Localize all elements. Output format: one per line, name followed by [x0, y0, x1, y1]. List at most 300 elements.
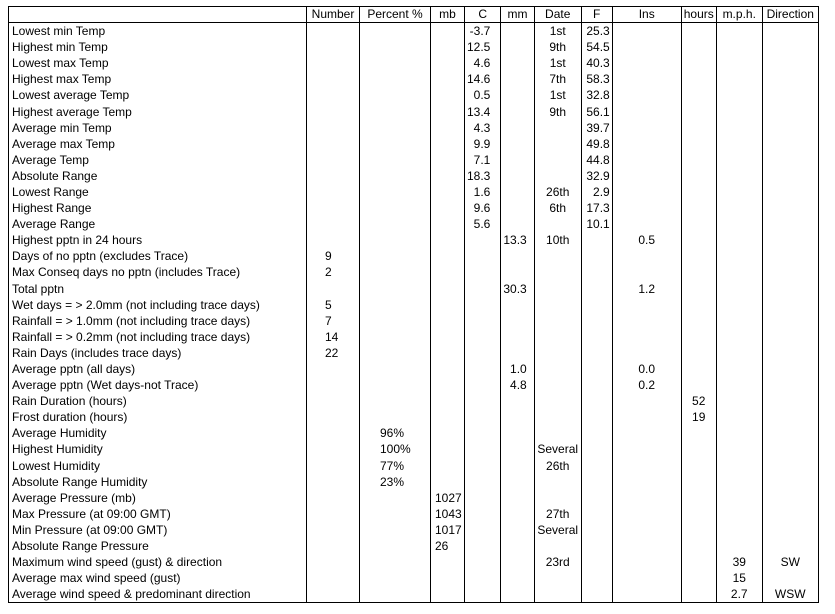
cell-hours	[681, 474, 716, 490]
table-row	[9, 393, 819, 409]
cell-mb	[431, 23, 465, 40]
cell-c	[465, 522, 501, 538]
cell-direction	[762, 23, 818, 40]
cell-hours	[681, 297, 716, 313]
cell-direction	[762, 409, 818, 425]
cell-mm	[501, 522, 534, 538]
cell-ins	[612, 554, 681, 570]
cell-direction	[762, 329, 818, 345]
cell-percent: 100%	[360, 441, 431, 457]
table-row	[9, 490, 819, 506]
cell-f	[581, 522, 612, 538]
cell-direction	[762, 248, 818, 264]
cell-direction	[762, 281, 818, 297]
table-row	[9, 168, 819, 184]
cell-percent: 77%	[360, 458, 431, 474]
cell-label: Average pptn (all days)	[9, 361, 307, 377]
cell-label: Average pptn (Wet days-not Trace)	[9, 377, 307, 393]
cell-label: Lowest Range	[9, 184, 307, 200]
cell-hours	[681, 103, 716, 119]
cell-date: 9th	[534, 39, 581, 55]
cell-number	[307, 458, 360, 474]
cell-mb	[431, 200, 465, 216]
cell-date	[534, 136, 581, 152]
cell-mph	[716, 120, 762, 136]
cell-hours	[681, 136, 716, 152]
cell-c: 4.3	[465, 120, 501, 136]
cell-number	[307, 55, 360, 71]
cell-direction	[762, 184, 818, 200]
cell-number	[307, 200, 360, 216]
cell-label: Lowest average Temp	[9, 87, 307, 103]
cell-c: 7.1	[465, 152, 501, 168]
cell-percent	[360, 120, 431, 136]
table-row	[9, 313, 819, 329]
header-mph: m.p.h.	[716, 7, 762, 23]
cell-mb	[431, 313, 465, 329]
cell-percent	[360, 232, 431, 248]
cell-c	[465, 345, 501, 361]
cell-ins	[612, 216, 681, 232]
cell-mm	[501, 586, 534, 603]
cell-mm: 1.0	[501, 361, 534, 377]
cell-date	[534, 490, 581, 506]
cell-mph	[716, 264, 762, 280]
cell-percent: 96%	[360, 425, 431, 441]
cell-f: 39.7	[581, 120, 612, 136]
cell-direction	[762, 297, 818, 313]
cell-direction	[762, 425, 818, 441]
cell-number	[307, 232, 360, 248]
cell-percent	[360, 23, 431, 40]
cell-ins	[612, 55, 681, 71]
cell-date: Several	[534, 441, 581, 457]
cell-date	[534, 264, 581, 280]
cell-hours	[681, 232, 716, 248]
header-direction: Direction	[762, 7, 818, 23]
cell-number	[307, 216, 360, 232]
cell-ins	[612, 313, 681, 329]
table-row	[9, 506, 819, 522]
cell-number: 7	[307, 313, 360, 329]
cell-mph	[716, 538, 762, 554]
cell-direction	[762, 458, 818, 474]
cell-number	[307, 152, 360, 168]
cell-percent	[360, 184, 431, 200]
cell-mb	[431, 248, 465, 264]
cell-label: Absolute Range	[9, 168, 307, 184]
cell-c	[465, 506, 501, 522]
cell-hours	[681, 120, 716, 136]
table-row	[9, 200, 819, 216]
cell-mph: 39	[716, 554, 762, 570]
cell-ins: 0.2	[612, 377, 681, 393]
cell-ins	[612, 522, 681, 538]
cell-mm	[501, 441, 534, 457]
cell-f	[581, 586, 612, 603]
cell-date: Several	[534, 522, 581, 538]
header-number: Number	[307, 7, 360, 23]
cell-label: Rain Days (includes trace days)	[9, 345, 307, 361]
cell-direction	[762, 345, 818, 361]
cell-date	[534, 377, 581, 393]
table-row	[9, 474, 819, 490]
cell-date	[534, 474, 581, 490]
table-row	[9, 23, 819, 40]
cell-mph	[716, 393, 762, 409]
cell-mph	[716, 39, 762, 55]
cell-direction	[762, 55, 818, 71]
cell-hours	[681, 554, 716, 570]
cell-hours	[681, 71, 716, 87]
cell-percent	[360, 297, 431, 313]
cell-percent	[360, 216, 431, 232]
cell-ins	[612, 200, 681, 216]
cell-ins	[612, 87, 681, 103]
cell-label: Highest max Temp	[9, 71, 307, 87]
cell-c	[465, 248, 501, 264]
cell-f	[581, 554, 612, 570]
cell-direction	[762, 377, 818, 393]
cell-direction	[762, 393, 818, 409]
cell-mph	[716, 55, 762, 71]
cell-hours	[681, 586, 716, 603]
cell-ins	[612, 474, 681, 490]
cell-mph	[716, 522, 762, 538]
cell-mph	[716, 409, 762, 425]
cell-ins	[612, 248, 681, 264]
cell-mph	[716, 361, 762, 377]
cell-number	[307, 168, 360, 184]
cell-number: 9	[307, 248, 360, 264]
cell-mph	[716, 474, 762, 490]
cell-percent	[360, 55, 431, 71]
cell-ins	[612, 538, 681, 554]
cell-c: 0.5	[465, 87, 501, 103]
cell-direction: SW	[762, 554, 818, 570]
cell-number	[307, 474, 360, 490]
table-row	[9, 586, 819, 603]
cell-direction	[762, 136, 818, 152]
cell-mb	[431, 216, 465, 232]
cell-ins: 0.0	[612, 361, 681, 377]
cell-mb: 1017	[431, 522, 465, 538]
cell-percent	[360, 168, 431, 184]
cell-mb	[431, 297, 465, 313]
table-row	[9, 55, 819, 71]
cell-date: 26th	[534, 458, 581, 474]
cell-label: Highest Humidity	[9, 441, 307, 457]
cell-ins	[612, 393, 681, 409]
cell-direction	[762, 361, 818, 377]
cell-mph	[716, 441, 762, 457]
cell-hours	[681, 425, 716, 441]
cell-mb	[431, 570, 465, 586]
cell-mm: 13.3	[501, 232, 534, 248]
cell-label: Average Pressure (mb)	[9, 490, 307, 506]
cell-hours	[681, 361, 716, 377]
cell-number	[307, 361, 360, 377]
cell-hours	[681, 39, 716, 55]
cell-f	[581, 313, 612, 329]
cell-percent	[360, 313, 431, 329]
cell-hours	[681, 248, 716, 264]
cell-mph	[716, 313, 762, 329]
cell-hours	[681, 216, 716, 232]
cell-ins	[612, 425, 681, 441]
cell-date: 9th	[534, 103, 581, 119]
cell-percent	[360, 538, 431, 554]
cell-ins	[612, 490, 681, 506]
cell-f: 25.3	[581, 23, 612, 40]
cell-label: Rainfall = > 0.2mm (not including trace days)	[9, 329, 307, 345]
cell-mm	[501, 248, 534, 264]
cell-f: 2.9	[581, 184, 612, 200]
table-row	[9, 264, 819, 280]
header-row	[9, 7, 819, 23]
cell-mb	[431, 425, 465, 441]
cell-label: Max Pressure (at 09:00 GMT)	[9, 506, 307, 522]
cell-c	[465, 264, 501, 280]
cell-direction	[762, 538, 818, 554]
cell-number	[307, 39, 360, 55]
cell-c	[465, 361, 501, 377]
cell-f: 17.3	[581, 200, 612, 216]
header-ins: Ins	[612, 7, 681, 23]
cell-percent	[360, 248, 431, 264]
cell-date: 7th	[534, 71, 581, 87]
cell-f: 56.1	[581, 103, 612, 119]
cell-mb	[431, 264, 465, 280]
cell-c	[465, 538, 501, 554]
cell-f	[581, 441, 612, 457]
cell-hours	[681, 23, 716, 40]
cell-direction	[762, 216, 818, 232]
cell-mb	[431, 152, 465, 168]
cell-percent	[360, 103, 431, 119]
cell-c: 5.6	[465, 216, 501, 232]
table-row	[9, 71, 819, 87]
header-mb: mb	[431, 7, 465, 23]
cell-mm	[501, 313, 534, 329]
cell-mph	[716, 345, 762, 361]
cell-f	[581, 506, 612, 522]
cell-date: 23rd	[534, 554, 581, 570]
cell-f	[581, 458, 612, 474]
cell-percent	[360, 490, 431, 506]
cell-hours: 19	[681, 409, 716, 425]
cell-mm	[501, 136, 534, 152]
cell-label: Maximum wind speed (gust) & direction	[9, 554, 307, 570]
cell-percent	[360, 152, 431, 168]
cell-date	[534, 120, 581, 136]
cell-mph	[716, 329, 762, 345]
table-row	[9, 120, 819, 136]
cell-number	[307, 377, 360, 393]
cell-mph	[716, 297, 762, 313]
cell-ins	[612, 39, 681, 55]
cell-date	[534, 538, 581, 554]
cell-f: 49.8	[581, 136, 612, 152]
table-row	[9, 216, 819, 232]
cell-ins	[612, 458, 681, 474]
cell-f	[581, 329, 612, 345]
cell-label: Rain Duration (hours)	[9, 393, 307, 409]
cell-mb	[431, 361, 465, 377]
cell-date	[534, 329, 581, 345]
cell-c	[465, 377, 501, 393]
cell-date: 6th	[534, 200, 581, 216]
cell-f	[581, 425, 612, 441]
cell-mb	[431, 393, 465, 409]
cell-f: 58.3	[581, 71, 612, 87]
cell-f	[581, 297, 612, 313]
cell-f: 54.5	[581, 39, 612, 55]
cell-mm	[501, 490, 534, 506]
cell-mm	[501, 538, 534, 554]
cell-label: Average Range	[9, 216, 307, 232]
cell-mm	[501, 570, 534, 586]
table-row	[9, 329, 819, 345]
cell-hours	[681, 458, 716, 474]
cell-mm	[501, 39, 534, 55]
cell-mb	[431, 71, 465, 87]
cell-mm	[501, 168, 534, 184]
cell-f	[581, 490, 612, 506]
cell-mm	[501, 216, 534, 232]
cell-date	[534, 361, 581, 377]
cell-direction	[762, 506, 818, 522]
cell-mb	[431, 39, 465, 55]
cell-percent	[360, 409, 431, 425]
cell-number	[307, 120, 360, 136]
cell-mm	[501, 120, 534, 136]
cell-mph	[716, 232, 762, 248]
weather-statistics-table	[8, 6, 819, 603]
cell-mph	[716, 23, 762, 40]
cell-percent	[360, 506, 431, 522]
cell-f	[581, 393, 612, 409]
cell-number	[307, 586, 360, 603]
cell-ins	[612, 23, 681, 40]
cell-mph	[716, 152, 762, 168]
cell-c: 4.6	[465, 55, 501, 71]
cell-mb: 1043	[431, 506, 465, 522]
cell-direction	[762, 200, 818, 216]
cell-mb	[431, 474, 465, 490]
cell-date	[534, 297, 581, 313]
cell-hours	[681, 345, 716, 361]
cell-date: 27th	[534, 506, 581, 522]
cell-mb	[431, 409, 465, 425]
cell-mb	[431, 120, 465, 136]
cell-date	[534, 313, 581, 329]
cell-direction	[762, 87, 818, 103]
cell-date: 1st	[534, 23, 581, 40]
cell-mph	[716, 248, 762, 264]
cell-number	[307, 522, 360, 538]
cell-f	[581, 409, 612, 425]
table-row	[9, 522, 819, 538]
cell-c	[465, 313, 501, 329]
cell-label: Average Humidity	[9, 425, 307, 441]
cell-mph: 2.7	[716, 586, 762, 603]
cell-number: 14	[307, 329, 360, 345]
cell-c	[465, 586, 501, 603]
cell-direction	[762, 490, 818, 506]
cell-mb: 26	[431, 538, 465, 554]
cell-date	[534, 216, 581, 232]
cell-number	[307, 87, 360, 103]
cell-f	[581, 345, 612, 361]
cell-mb	[431, 345, 465, 361]
cell-number	[307, 136, 360, 152]
cell-ins	[612, 103, 681, 119]
cell-c	[465, 490, 501, 506]
cell-date	[534, 409, 581, 425]
cell-mb	[431, 87, 465, 103]
cell-mb	[431, 136, 465, 152]
cell-ins	[612, 506, 681, 522]
table-row	[9, 441, 819, 457]
cell-mm	[501, 554, 534, 570]
cell-ins	[612, 345, 681, 361]
cell-mm	[501, 458, 534, 474]
cell-f	[581, 570, 612, 586]
cell-number: 5	[307, 297, 360, 313]
cell-c	[465, 393, 501, 409]
cell-number	[307, 570, 360, 586]
cell-date	[534, 345, 581, 361]
cell-ins	[612, 570, 681, 586]
cell-percent	[360, 281, 431, 297]
cell-number: 22	[307, 345, 360, 361]
cell-label: Average Temp	[9, 152, 307, 168]
cell-ins	[612, 152, 681, 168]
cell-mb	[431, 329, 465, 345]
table-row	[9, 136, 819, 152]
table-row	[9, 554, 819, 570]
cell-hours: 52	[681, 393, 716, 409]
cell-hours	[681, 264, 716, 280]
cell-percent	[360, 345, 431, 361]
cell-c: -3.7	[465, 23, 501, 40]
table-row	[9, 409, 819, 425]
cell-mph	[716, 377, 762, 393]
cell-direction	[762, 103, 818, 119]
cell-mm	[501, 55, 534, 71]
cell-mph	[716, 200, 762, 216]
cell-c: 9.6	[465, 200, 501, 216]
cell-f	[581, 264, 612, 280]
table-body	[9, 23, 819, 603]
cell-mb	[431, 586, 465, 603]
cell-mb	[431, 281, 465, 297]
cell-percent	[360, 570, 431, 586]
cell-number	[307, 281, 360, 297]
cell-direction	[762, 474, 818, 490]
cell-c	[465, 329, 501, 345]
table-row	[9, 87, 819, 103]
table-row	[9, 184, 819, 200]
cell-hours	[681, 55, 716, 71]
cell-mb	[431, 441, 465, 457]
header-date: Date	[534, 7, 581, 23]
cell-hours	[681, 313, 716, 329]
cell-mm: 30.3	[501, 281, 534, 297]
cell-label: Days of no pptn (excludes Trace)	[9, 248, 307, 264]
cell-ins	[612, 297, 681, 313]
